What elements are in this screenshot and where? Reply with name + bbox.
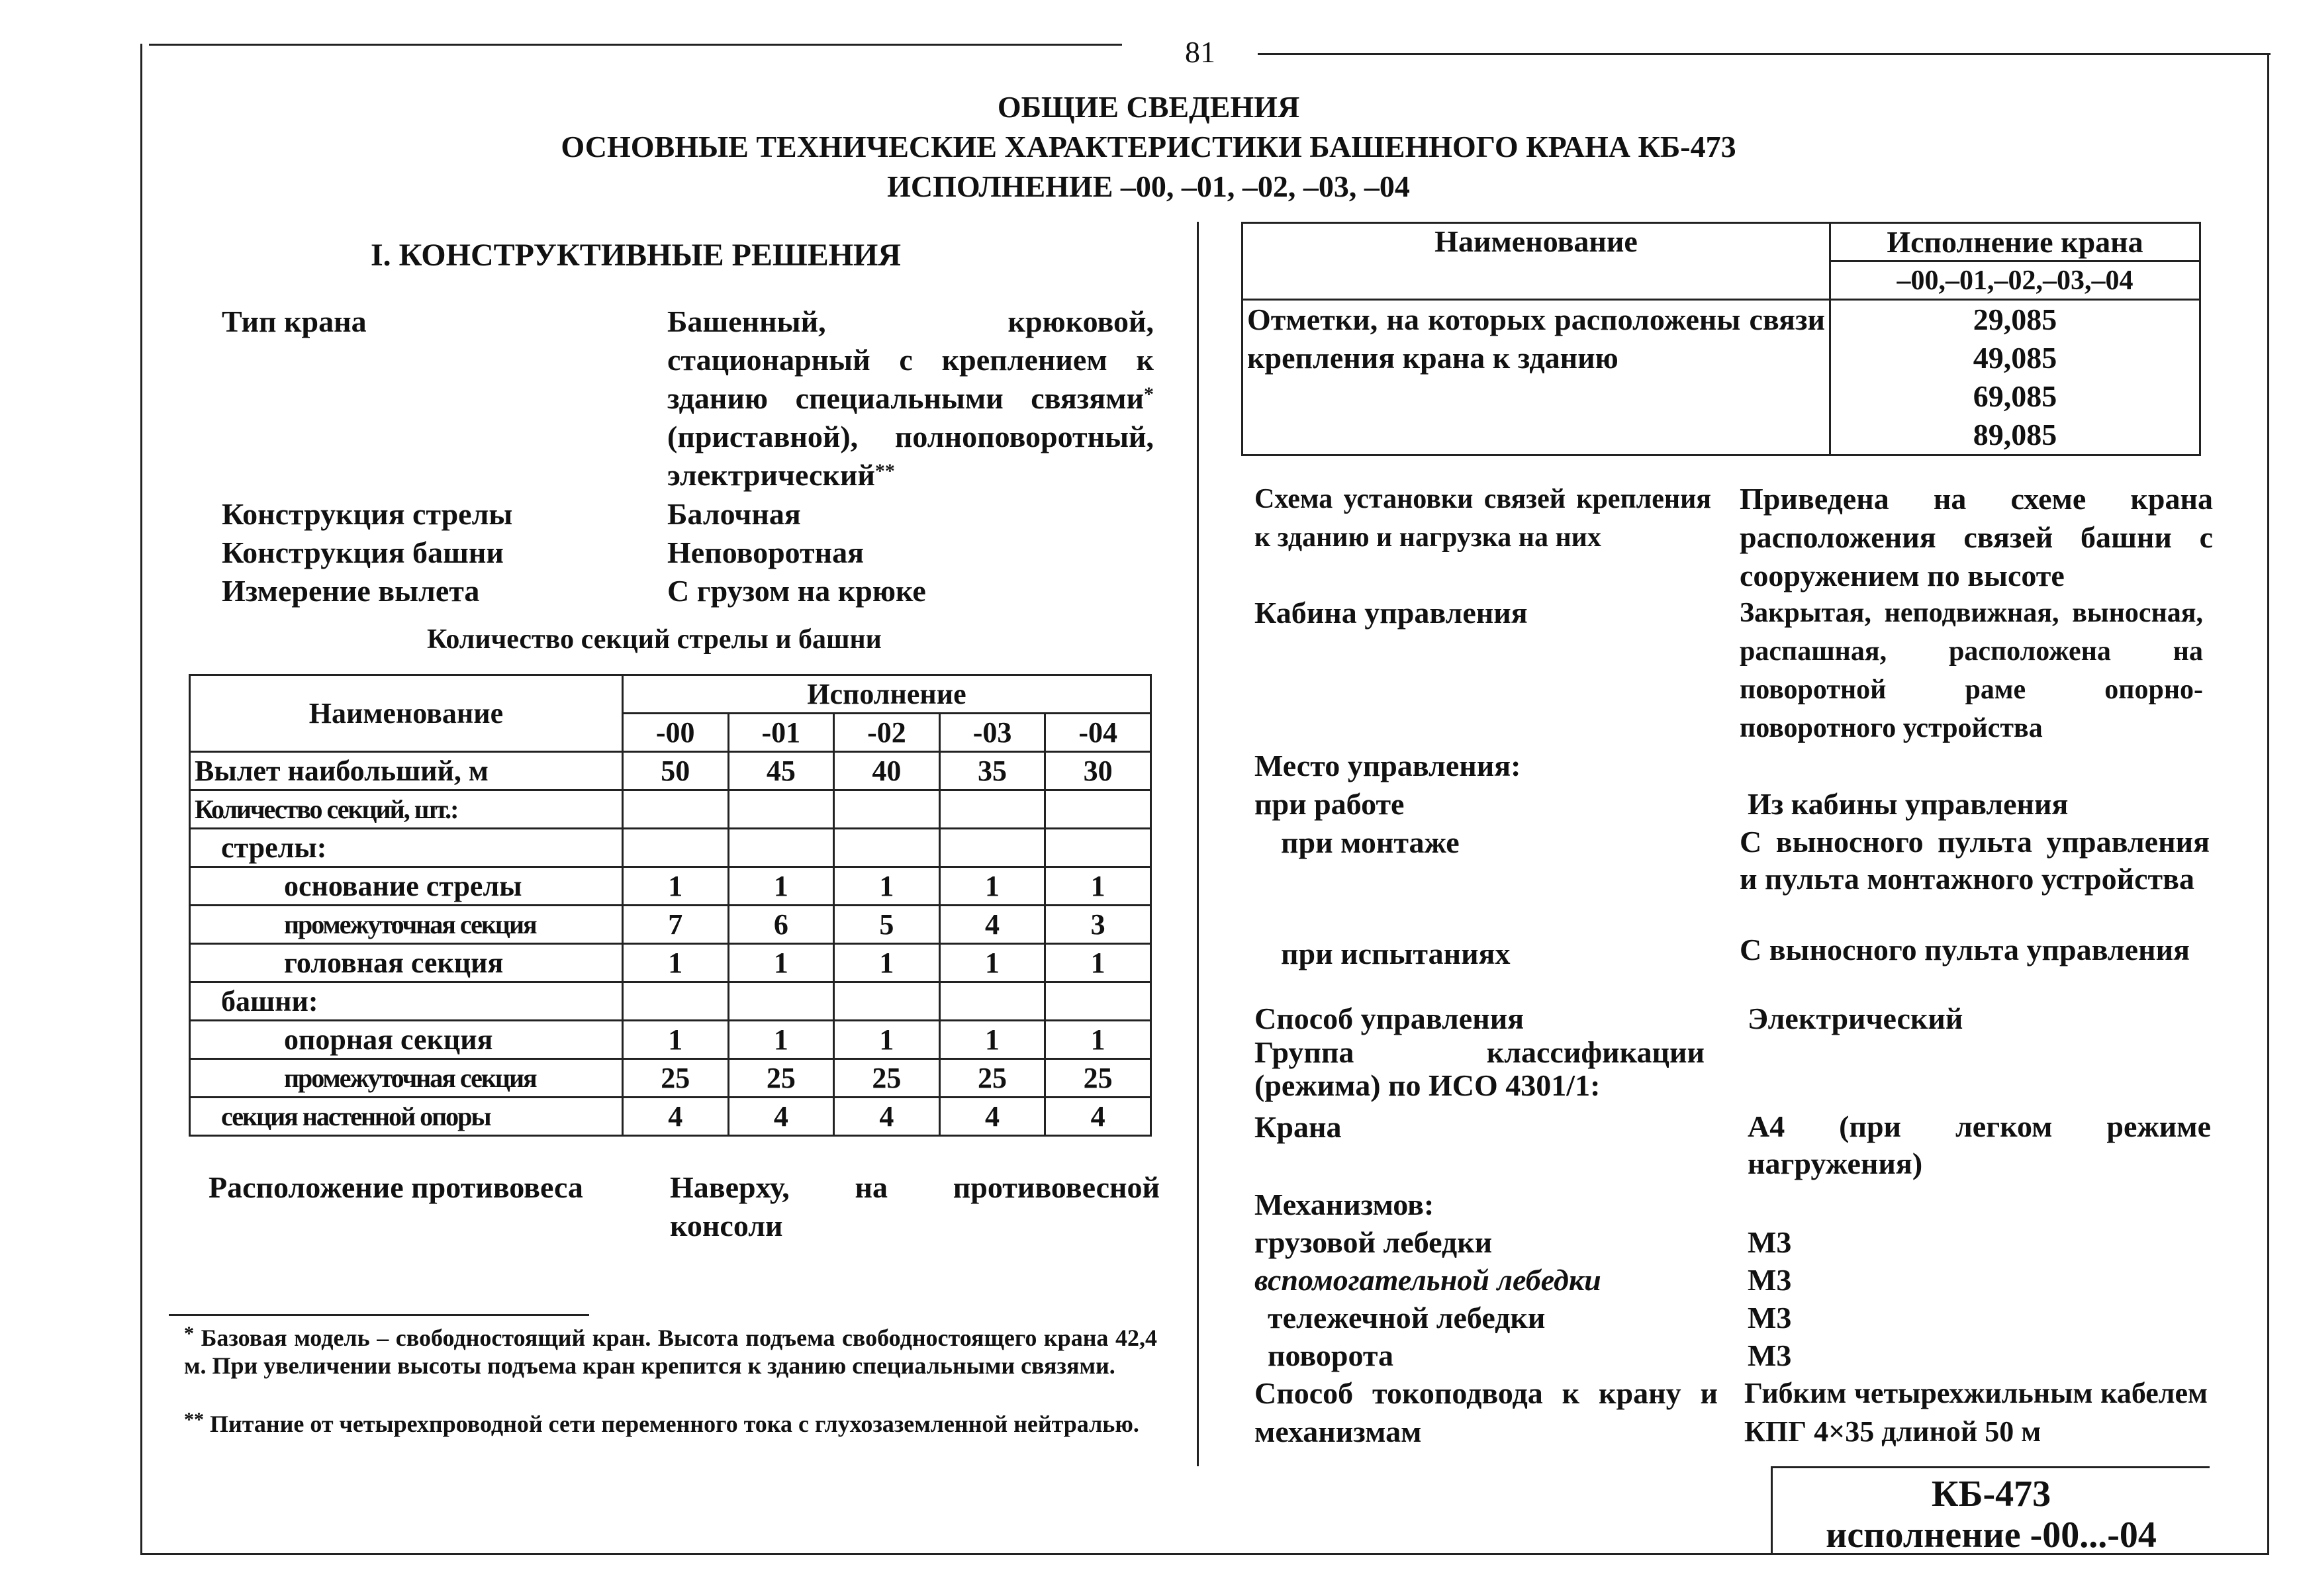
table-row — [190, 790, 1151, 829]
row-value: 5 — [834, 906, 940, 944]
test-value: С выносного пульта управления — [1740, 933, 2190, 966]
row-value: 4 — [1045, 1098, 1151, 1136]
row-value: 1 — [728, 944, 834, 982]
sections-table — [189, 674, 1152, 1137]
counterweight-label: Расположение противовеса — [209, 1170, 583, 1204]
row-value — [728, 829, 834, 867]
ties-value: 29,085 — [1973, 303, 2057, 336]
row-value: 1 — [1045, 867, 1151, 906]
row-value: 1 — [939, 1021, 1045, 1059]
crane-group-value: А4 (при легком режиме нагружения) — [1748, 1109, 2211, 1180]
cargo-winch-label: грузовой лебедки — [1254, 1225, 1493, 1259]
row-value: 35 — [939, 752, 1045, 790]
page-number: 81 — [1185, 35, 1215, 69]
model-badge — [1771, 1466, 2210, 1554]
boom-label: Конструкция стрелы — [222, 497, 513, 531]
cabin-label: Кабина управления — [1254, 596, 1528, 630]
row-value: 1 — [834, 944, 940, 982]
crane-type-label: Тип крана — [222, 305, 367, 338]
row-value — [834, 829, 940, 867]
row-value: 4 — [622, 1098, 728, 1136]
row-value: 4 — [834, 1098, 940, 1136]
version-header: -04 — [1045, 714, 1151, 752]
row-label: секция настенной опоры — [190, 1098, 623, 1136]
row-value: 25 — [939, 1059, 1045, 1098]
work-label: при работе — [1254, 787, 1405, 821]
title-line-1: ОБЩИЕ СВЕДЕНИЯ — [997, 90, 1300, 124]
row-label: Количество секций, шт.: — [190, 790, 623, 829]
method-label: Способ управления — [1254, 1002, 1524, 1035]
frame-line — [140, 44, 142, 1554]
trolley-winch-value: М3 — [1748, 1301, 1792, 1335]
footnote-rule — [169, 1314, 589, 1316]
ties-row-values — [1830, 300, 2200, 455]
table-row — [190, 906, 1151, 944]
scheme-value: Приведена на схеме крана расположения связей башни с сооружением по высоте — [1740, 482, 2213, 592]
row-label: промежуточная секция — [190, 906, 623, 944]
row-value: 1 — [939, 944, 1045, 982]
table-row — [190, 752, 1151, 790]
row-value: 4 — [939, 1098, 1045, 1136]
work-value: Из кабины управления — [1748, 787, 2069, 821]
sections-col-group: Исполнение — [622, 675, 1150, 714]
row-value — [622, 982, 728, 1021]
slew-label: поворота — [1268, 1338, 1394, 1372]
row-value: 1 — [622, 867, 728, 906]
mount-value: С выносного пульта управления и пульта монтажного устройства — [1740, 825, 2210, 896]
reach-label: Измерение вылета — [222, 574, 480, 608]
table-row — [190, 1098, 1151, 1136]
footnote-1: * Базовая модель – свободностоящий кран. Высота подъема свободностоящего крана 42,4 м. При увеличении высоты подъема кран крепится к зданию специальными связями. — [184, 1323, 1157, 1379]
ties-col-name: Наименование — [1242, 223, 1830, 300]
row-label: основание стрелы — [190, 867, 623, 906]
control-place-label: Место управления: — [1254, 749, 1521, 782]
power-label: Способ токоподвода к крану и механизмам — [1254, 1376, 1718, 1448]
ties-value: 69,085 — [1973, 379, 2057, 413]
table-row — [190, 944, 1151, 982]
row-value: 4 — [939, 906, 1045, 944]
row-value: 1 — [622, 1021, 728, 1059]
row-value: 45 — [728, 752, 834, 790]
row-value — [728, 790, 834, 829]
title-line-2: ОСНОВНЫЕ ТЕХНИЧЕСКИЕ ХАРАКТЕРИСТИКИ БАШЕННОГО КРАНА КБ-473 — [561, 130, 1736, 164]
row-value: 25 — [728, 1059, 834, 1098]
counterweight-value: Наверху, на противовесной консоли — [670, 1170, 1160, 1243]
row-value: 1 — [1045, 944, 1151, 982]
row-label: башни: — [190, 982, 623, 1021]
row-label: головная секция — [190, 944, 623, 982]
row-value — [939, 982, 1045, 1021]
method-value: Электрический — [1748, 1002, 1963, 1035]
row-value — [834, 790, 940, 829]
row-value: 1 — [728, 867, 834, 906]
crane-group-label: Крана — [1254, 1110, 1342, 1144]
reach-value: С грузом на крюке — [667, 574, 926, 608]
row-label: промежуточная секция — [190, 1059, 623, 1098]
row-value: 4 — [728, 1098, 834, 1136]
row-value — [1045, 829, 1151, 867]
row-value: 25 — [622, 1059, 728, 1098]
frame-line — [2267, 53, 2269, 1554]
row-label: Вылет наибольший, м — [190, 752, 623, 790]
row-value: 3 — [1045, 906, 1151, 944]
version-header: -01 — [728, 714, 834, 752]
trolley-winch-label: тележечной лебедки — [1268, 1301, 1546, 1335]
ties-value: 49,085 — [1973, 341, 2057, 375]
version-header: -03 — [939, 714, 1045, 752]
tower-value: Неповоротная — [667, 536, 865, 569]
ties-table — [1241, 222, 2201, 456]
column-divider — [1197, 222, 1199, 1466]
tower-label: Конструкция башни — [222, 536, 504, 569]
frame-line — [149, 44, 1122, 46]
scheme-label: Схема установки связей крепления к зданию и нагрузка на них — [1254, 484, 1711, 553]
slew-value: М3 — [1748, 1338, 1792, 1372]
mount-label: при монтаже — [1281, 825, 1460, 859]
table-row — [190, 1021, 1151, 1059]
badge-versions: исполнение -00...-04 — [1826, 1515, 2157, 1556]
test-label: при испытаниях — [1281, 937, 1511, 970]
ties-value: 89,085 — [1973, 418, 2057, 451]
row-value — [728, 982, 834, 1021]
badge-model: КБ-473 — [1931, 1474, 2051, 1515]
row-value — [1045, 982, 1151, 1021]
row-label: опорная секция — [190, 1021, 623, 1059]
footnote-2: ** Питание от четырехпроводной сети переменного тока с глухозаземленной нейтралью. — [184, 1409, 1139, 1437]
version-header: -02 — [834, 714, 940, 752]
mech-label: Механизмов: — [1254, 1188, 1434, 1221]
aux-winch-label: вспомогательной лебедки — [1254, 1263, 1601, 1297]
title-line-3: ИСПОЛНЕНИЕ –00, –01, –02, –03, –04 — [887, 169, 1410, 203]
row-value — [1045, 790, 1151, 829]
power-value: Гибким четырехжильным кабелем КПГ 4×35 длиной 50 м — [1744, 1377, 2208, 1448]
row-value: 1 — [939, 867, 1045, 906]
frame-line — [1258, 53, 2271, 55]
table-row — [190, 982, 1151, 1021]
section-heading: I. КОНСТРУКТИВНЫЕ РЕШЕНИЯ — [371, 238, 902, 273]
row-value: 1 — [1045, 1021, 1151, 1059]
ties-row-label: Отметки, на которых расположены связи крепления крана к зданию — [1242, 300, 1830, 455]
row-value — [622, 829, 728, 867]
row-value — [834, 982, 940, 1021]
ties-col-versions: –00,–01,–02,–03,–04 — [1830, 261, 2200, 300]
version-header: -00 — [622, 714, 728, 752]
row-value: 1 — [622, 944, 728, 982]
group-label: Группа классификации (режима) по ИСО 4301/1: — [1254, 1035, 1705, 1102]
aux-winch-value: М3 — [1748, 1263, 1792, 1297]
crane-type-value: Башенный, крюковой, стационарный с креплением к зданию специальными связями* (приставной), полноповоротный, электрический** — [667, 305, 1154, 492]
sections-table-caption: Количество секций стрелы и башни — [427, 624, 882, 655]
table-row — [190, 867, 1151, 906]
row-value — [939, 790, 1045, 829]
row-value: 7 — [622, 906, 728, 944]
row-value: 25 — [1045, 1059, 1151, 1098]
row-value: 1 — [728, 1021, 834, 1059]
row-value: 40 — [834, 752, 940, 790]
row-value: 50 — [622, 752, 728, 790]
ties-col-exec: Исполнение крана — [1830, 223, 2200, 261]
table-row — [190, 829, 1151, 867]
row-value: 6 — [728, 906, 834, 944]
row-value: 25 — [834, 1059, 940, 1098]
row-value: 30 — [1045, 752, 1151, 790]
boom-value: Балочная — [667, 497, 801, 531]
sections-col-name: Наименование — [190, 675, 623, 752]
row-value: 1 — [834, 867, 940, 906]
row-value — [622, 790, 728, 829]
row-value — [939, 829, 1045, 867]
cabin-value: Закрытая, неподвижная, выносная, распашная, расположена на поворотной раме опорно-поворотного устройства — [1740, 598, 2203, 743]
table-row — [190, 1059, 1151, 1098]
cargo-winch-value: М3 — [1748, 1225, 1792, 1259]
row-label: стрелы: — [190, 829, 623, 867]
row-value: 1 — [834, 1021, 940, 1059]
